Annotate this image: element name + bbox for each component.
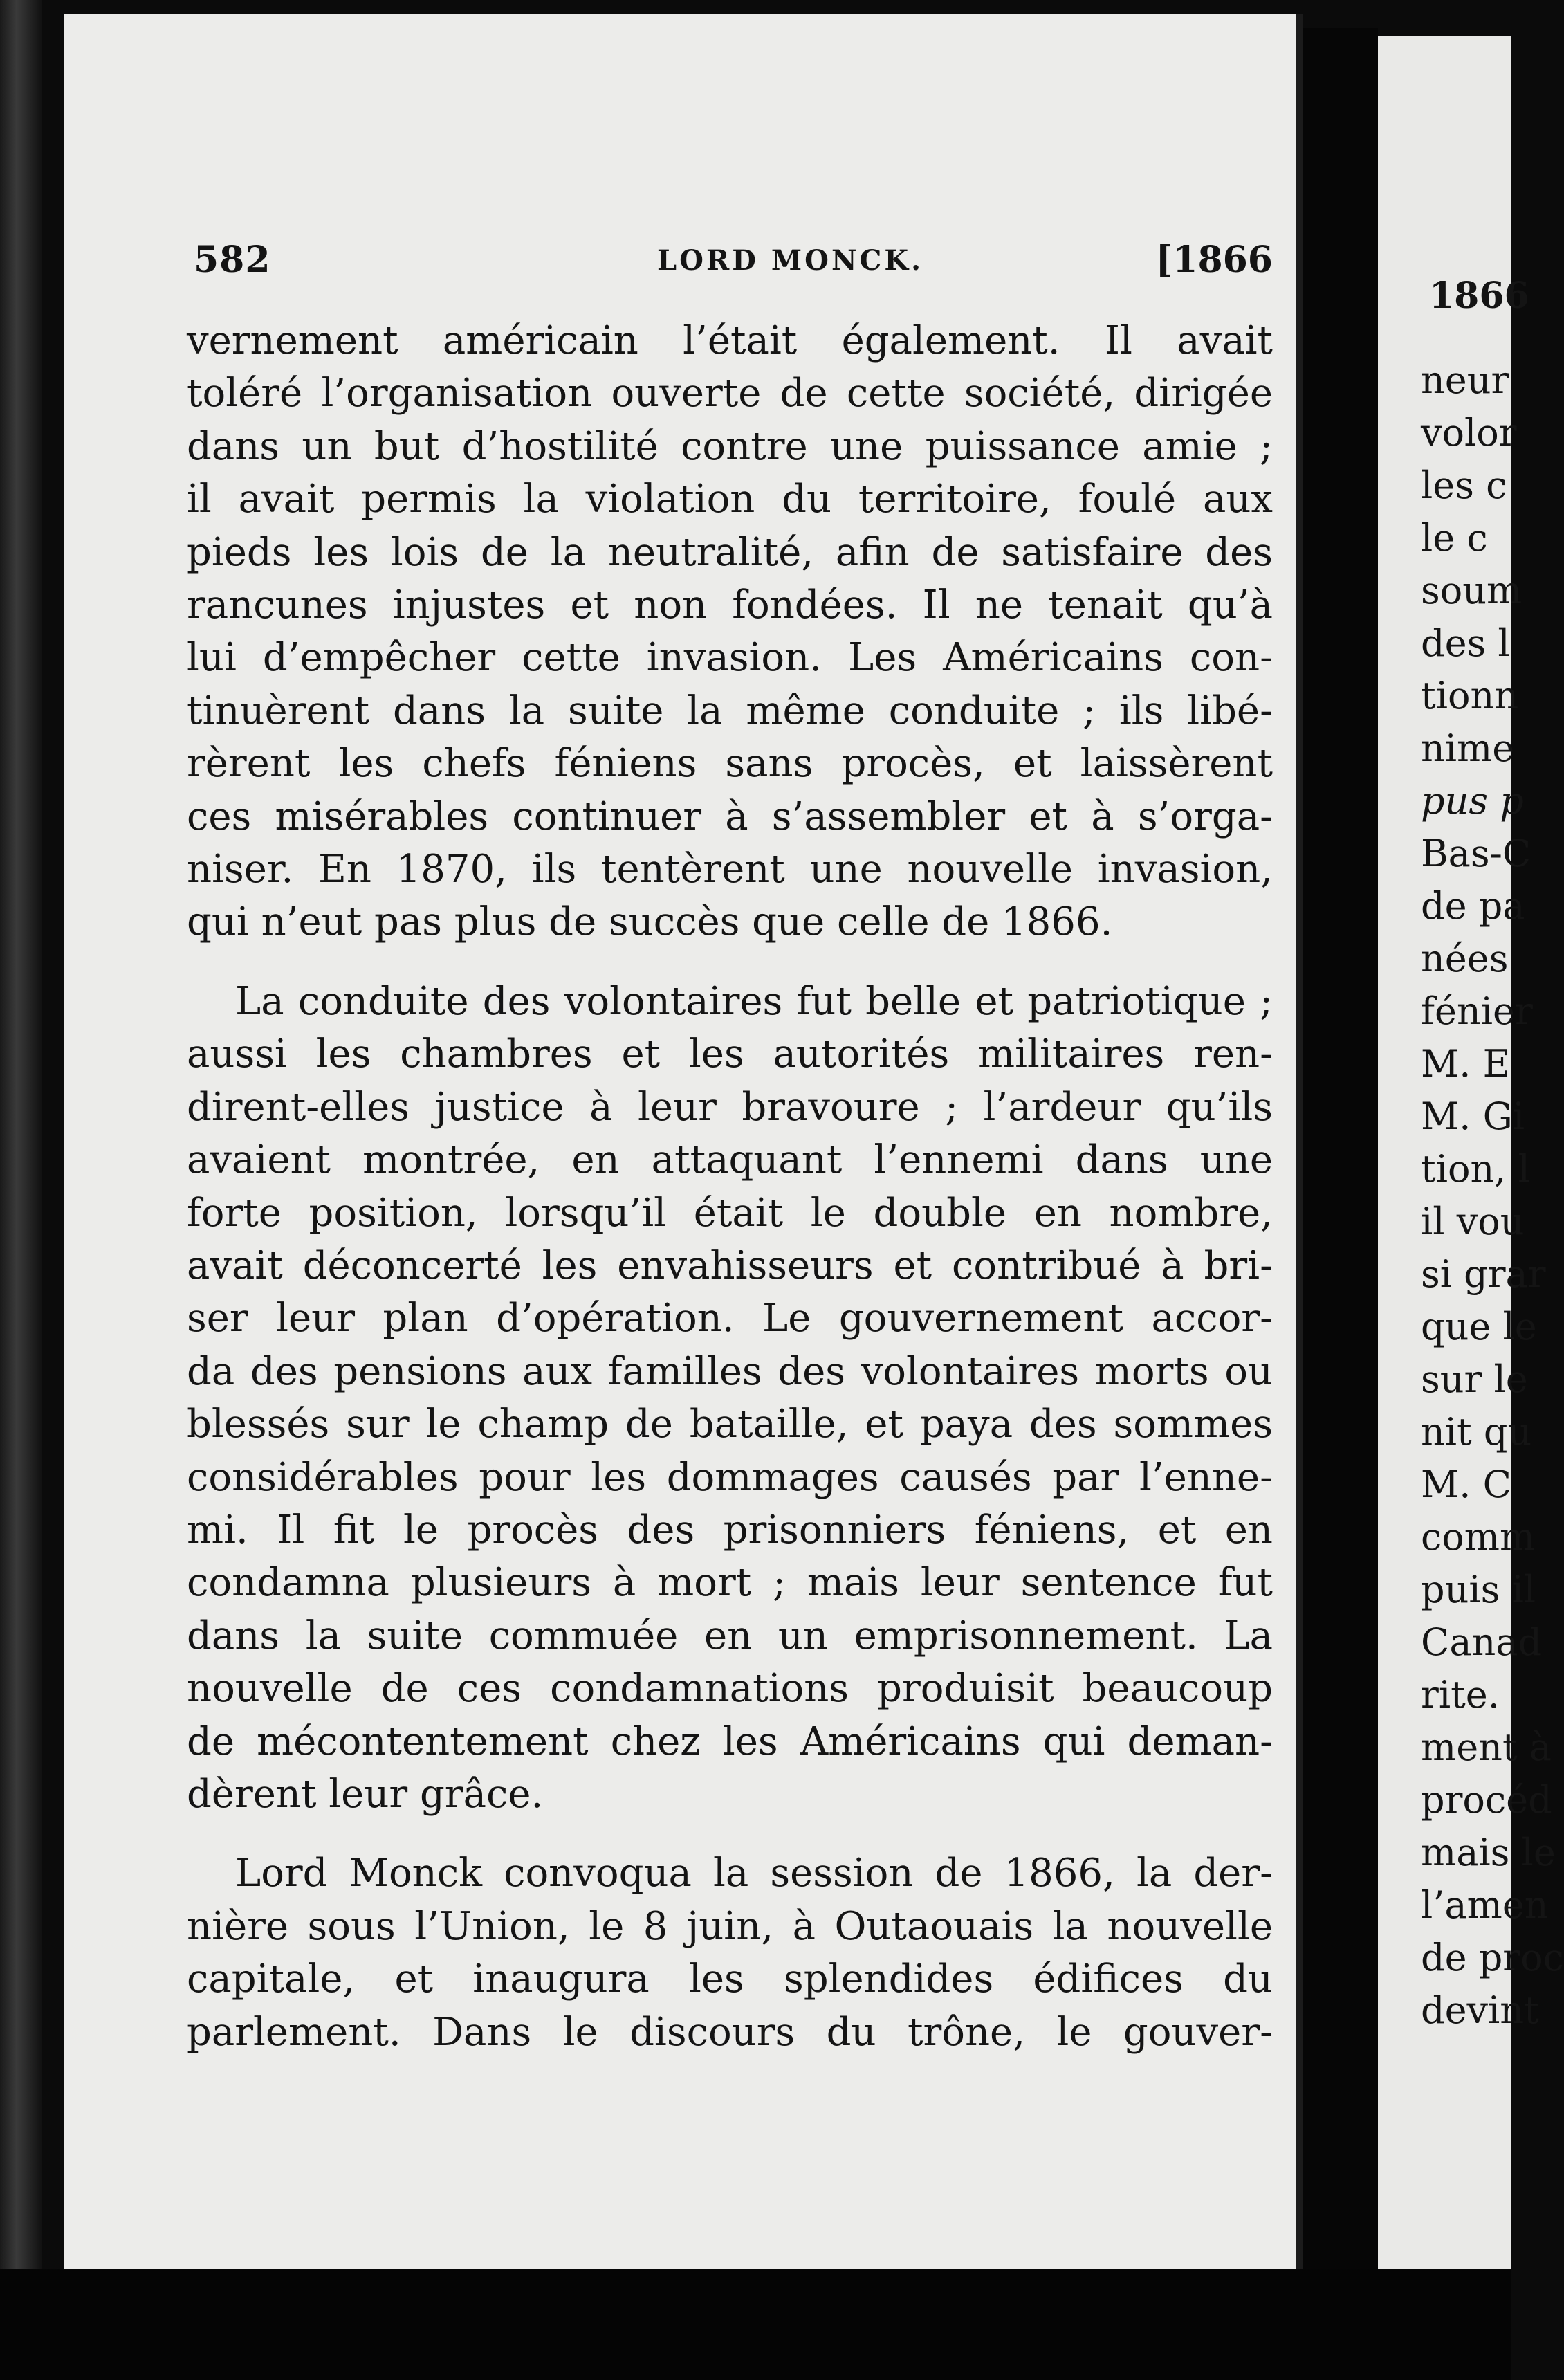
text-line: vernement américain l’était également. Il avait [187, 318, 1273, 363]
text-line: fénier [1421, 989, 1533, 1033]
text-line: tionn [1421, 674, 1519, 717]
text-line: blessés sur le champ de bataille, et paya des sommes [187, 1402, 1273, 1447]
text-line: pieds les lois de la neutralité, afin de satisfaire des [187, 529, 1273, 575]
text-line: niser. En 1870, ils tentèrent une nouvelle invasion, [187, 847, 1273, 892]
text-line: volor [1421, 411, 1517, 455]
text-line: mais le [1421, 1831, 1556, 1874]
text-line: Lord Monck convoqua la session de 1866, la der- [235, 1851, 1273, 1896]
page-number: 582 [194, 239, 271, 281]
running-title: LORD MONCK. [657, 244, 924, 277]
text-line: dans un but d’hostilité contre une puissance amie ; [187, 423, 1273, 469]
text-line: avait déconcerté les envahisseurs et contribué à bri- [187, 1243, 1273, 1288]
book-left-edge [0, 0, 42, 2380]
text-line: forte position, lorsqu’il était le double en nombre, [187, 1190, 1273, 1236]
text-line: l’amen [1421, 1883, 1549, 1927]
text-line: sur le [1421, 1357, 1528, 1401]
text-line: soum [1421, 569, 1522, 612]
text-line: nime [1421, 726, 1515, 770]
text-line: da des pensions aux familles des volontaires morts ou [187, 1348, 1273, 1394]
text-line: dèrent leur grâce. [187, 1771, 544, 1817]
text-line: avaient montrée, en attaquant l’ennemi dans une [187, 1137, 1273, 1183]
text-line: rancunes injustes et non fondées. Il ne tenait qu’à [187, 583, 1273, 628]
text-line: La conduite des volontaires fut belle et patriotique ; [235, 978, 1273, 1024]
text-line: Bas-C [1421, 832, 1531, 875]
text-line: dirent-elles justice à leur bravoure ; l’ardeur qu’ils [187, 1084, 1273, 1130]
text-line: de proc [1421, 1936, 1564, 1979]
text-line: nouvelle de ces condamnations produisit beaucoup [187, 1666, 1273, 1712]
text-line: condamna plusieurs à mort ; mais leur sentence fut [187, 1560, 1273, 1606]
text-line: rèrent les chefs féniens sans procès, et laissèrent [187, 741, 1273, 787]
text-line: aussi les chambres et les autorités militaires ren- [187, 1032, 1273, 1077]
text-line: de pa [1421, 884, 1525, 928]
text-line: neur [1421, 358, 1509, 402]
text-line: ces misérables continuer à s’assembler et à s’orga- [187, 794, 1273, 839]
text-line: que le [1421, 1305, 1537, 1348]
book-gutter [1303, 28, 1378, 2297]
text-line: Canad [1421, 1620, 1543, 1664]
text-line: il vou [1421, 1200, 1525, 1243]
text-line: capitale, et inaugura les splendides édifices du [187, 1957, 1273, 2002]
text-line: de mécontentement chez les Américains qui deman- [187, 1719, 1273, 1764]
text-line: mi. Il fit le procès des prisonniers féniens, et en [187, 1507, 1273, 1553]
text-line: M. Gi [1421, 1095, 1525, 1138]
text-line: devint [1421, 1988, 1539, 2032]
text-line: lui d’empêcher cette invasion. Les Américains con- [187, 635, 1273, 681]
text-line: si grar [1421, 1252, 1546, 1296]
paragraph [187, 1847, 1273, 2059]
text-line: qui n’eut pas plus de succès que celle de 1866. [187, 899, 1113, 945]
facing-page [1378, 36, 1564, 2368]
header-year: [1866 [1155, 239, 1273, 281]
text-line: considérables pour les dommages causés par l’enne- [187, 1454, 1273, 1500]
text-line: parlement. Dans le discours du trône, le gouver- [187, 2009, 1273, 2055]
text-line: M. C [1421, 1463, 1511, 1506]
text-line: des l [1421, 621, 1510, 665]
text-line: ment à [1421, 1726, 1552, 1769]
text-line: pus p [1421, 779, 1524, 823]
text-line: nière sous l’Union, le 8 juin, à Outaouais la nouvelle [187, 1903, 1273, 1949]
text-line: ser leur plan d’opération. Le gouvernement accor- [187, 1296, 1273, 1342]
text-line: nées [1421, 937, 1509, 980]
text-line: puis il [1421, 1568, 1536, 1611]
paragraph [187, 315, 1273, 949]
text-line: le c [1421, 516, 1488, 560]
text-line: M. E [1421, 1042, 1511, 1086]
text-line: procéd [1421, 1778, 1552, 1822]
facing-page-header: 1866 [1429, 275, 1529, 317]
text-line: rite. [1421, 1673, 1500, 1717]
text-line: il avait permis la violation du territoire, foulé aux [187, 477, 1273, 522]
text-line: toléré l’organisation ouverte de cette société, dirigée [187, 371, 1273, 416]
facing-page-text [1421, 354, 1564, 2037]
text-line: tion, l [1421, 1147, 1530, 1191]
text-line: comm [1421, 1515, 1536, 1559]
text-line: dans la suite commuée en un emprisonnement. La [187, 1613, 1273, 1658]
text-line: nit qu [1421, 1410, 1532, 1454]
text-line: les c [1421, 464, 1507, 507]
running-header [194, 239, 1273, 287]
text-line: tinuèrent dans la suite la même conduite ; ils libé- [187, 688, 1273, 733]
paragraph [187, 976, 1273, 1822]
scan-bottom-border [0, 2269, 1511, 2380]
body-text [187, 315, 1273, 2059]
